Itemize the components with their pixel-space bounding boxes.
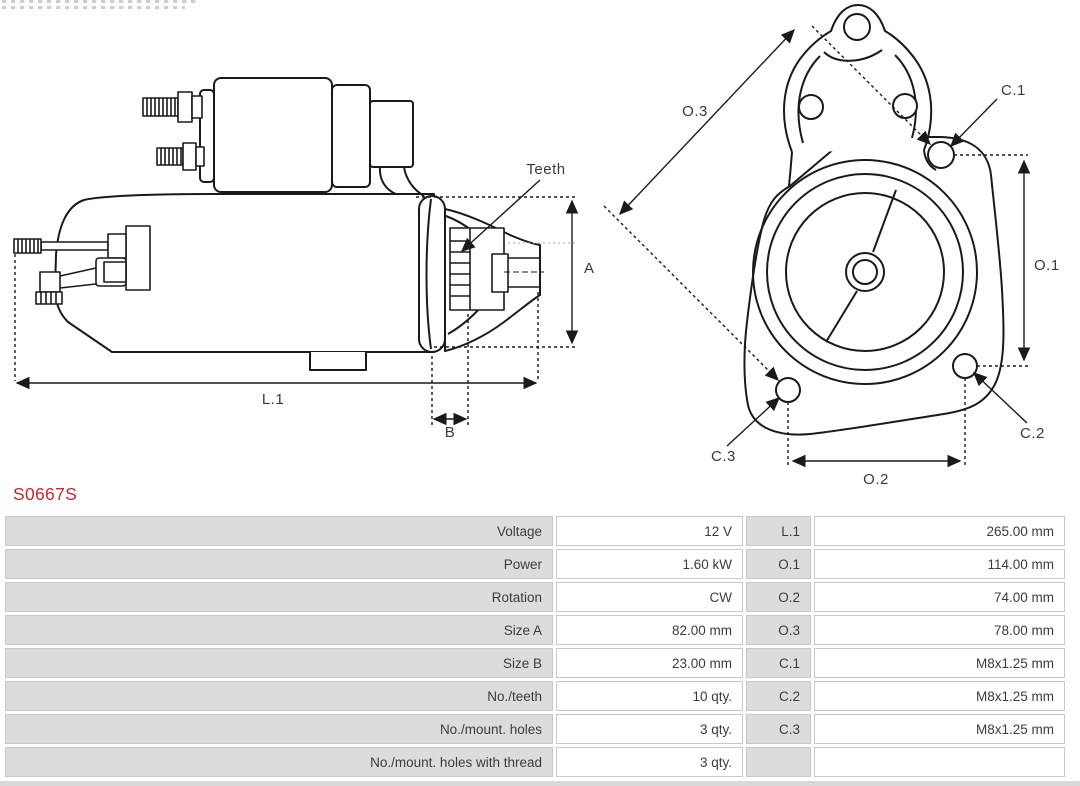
part-number: S0667S (13, 484, 78, 504)
dim-label-o3: O.3 (682, 103, 708, 120)
dim-label-l1: L.1 (261, 391, 285, 408)
bracket-hole-left (799, 95, 823, 119)
solenoid-plunger-cap (370, 101, 413, 167)
solenoid-terminal-lower (157, 143, 204, 170)
dim-label-a: A (584, 260, 595, 277)
mount-hole-c1 (928, 142, 954, 168)
solenoid-body (214, 78, 332, 192)
spec-label: Power (5, 549, 553, 579)
bottom-divider (0, 781, 1080, 786)
c1-leader (951, 99, 997, 146)
spec-value: 3 qty. (556, 747, 743, 777)
spec-value: 23.00 mm (556, 648, 743, 678)
spec-value: M8x1.25 mm (814, 648, 1065, 678)
spec-value: 1.60 kW (556, 549, 743, 579)
spec-value: M8x1.25 mm (814, 681, 1065, 711)
bracket-hole-top (844, 14, 870, 40)
spec-value: 265.00 mm (814, 516, 1065, 546)
spec-label: Voltage (5, 516, 553, 546)
spec-table (5, 516, 1065, 777)
solenoid-section (332, 85, 370, 187)
dim-line-o3 (620, 30, 794, 214)
spec-label: Size A (5, 615, 553, 645)
spec-label: Size B (5, 648, 553, 678)
spec-value: 10 qty. (556, 681, 743, 711)
mount-hole-c2 (953, 354, 977, 378)
dim-label-c3: C.3 (711, 448, 736, 465)
spec-value: 74.00 mm (814, 582, 1065, 612)
spec-key: C.3 (746, 714, 811, 744)
spec-key: C.2 (746, 681, 811, 711)
teeth-label: Teeth (526, 161, 566, 178)
spec-value: 12 V (556, 516, 743, 546)
spec-value (814, 747, 1065, 777)
bracket-hole-right (893, 94, 917, 118)
spec-value: 3 qty. (556, 714, 743, 744)
front-view (744, 5, 1003, 435)
shaft-hub (846, 253, 884, 291)
spec-value: 78.00 mm (814, 615, 1065, 645)
spec-label: Rotation (5, 582, 553, 612)
spec-key: L.1 (746, 516, 811, 546)
dim-label-o2: O.2 (863, 471, 889, 488)
spec-key: O.2 (746, 582, 811, 612)
spec-label: No./mount. holes with thread (5, 747, 553, 777)
side-view (14, 78, 544, 370)
solenoid-strut (380, 167, 396, 194)
spec-value: M8x1.25 mm (814, 714, 1065, 744)
spec-key: C.1 (746, 648, 811, 678)
solenoid-strut (404, 167, 424, 196)
spec-value: 114.00 mm (814, 549, 1065, 579)
spec-key: O.1 (746, 549, 811, 579)
dim-label-b: B (444, 424, 456, 441)
spec-value: 82.00 mm (556, 615, 743, 645)
drive-flange (419, 196, 445, 352)
solenoid-terminal-upper (143, 92, 202, 122)
mount-hole-c3 (776, 378, 800, 402)
dim-label-c1: C.1 (1001, 82, 1026, 99)
spec-key: O.3 (746, 615, 811, 645)
dim-label-c2: C.2 (1020, 425, 1045, 442)
spec-key (746, 747, 811, 777)
bracket-neck-left (789, 152, 792, 186)
spec-label: No./mount. holes (5, 714, 553, 744)
mounting-foot (310, 352, 366, 370)
dim-label-o1: O.1 (1034, 257, 1060, 274)
spec-value: CW (556, 582, 743, 612)
spec-label: No./teeth (5, 681, 553, 711)
